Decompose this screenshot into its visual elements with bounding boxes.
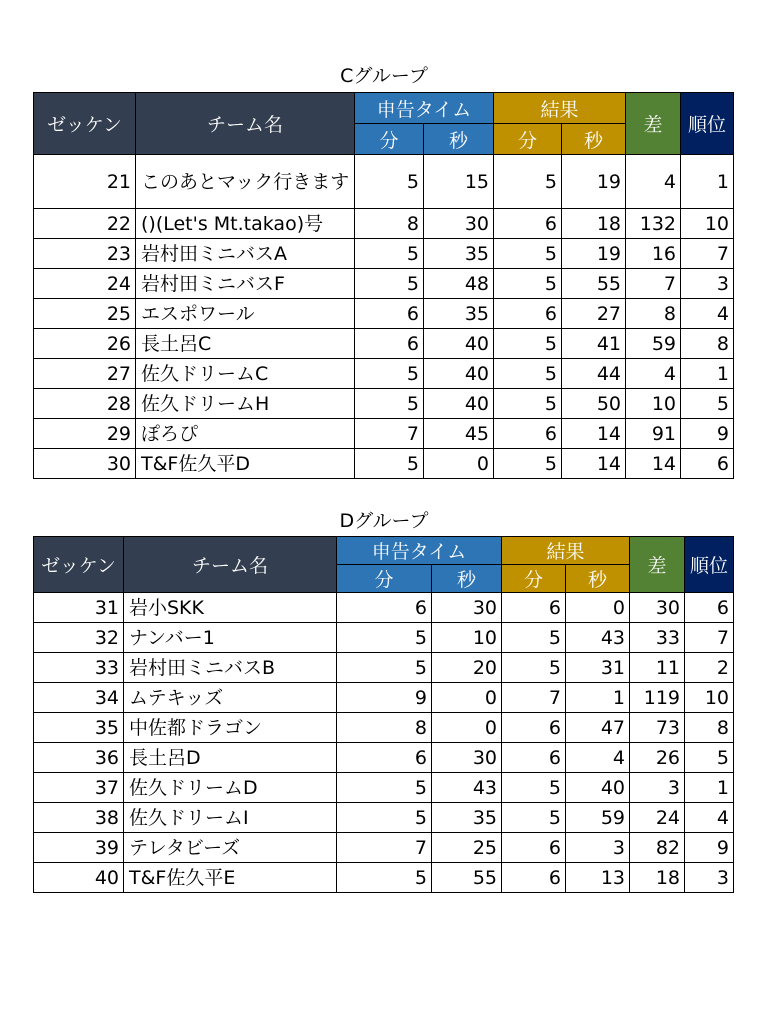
result-min: 6 xyxy=(502,743,566,773)
rank-value: 4 xyxy=(681,299,734,329)
declared-min: 5 xyxy=(337,803,432,833)
bib-number: 25 xyxy=(34,299,136,329)
team-name: 岩村田ミニバスF xyxy=(136,269,355,299)
declared-sec: 45 xyxy=(424,419,494,449)
rank-value: 1 xyxy=(681,359,734,389)
bib-number: 29 xyxy=(34,419,136,449)
diff-value: 33 xyxy=(630,623,685,653)
team-name: 岩村田ミニバスB xyxy=(124,653,337,683)
bib-number: 33 xyxy=(34,653,124,683)
declared-min: 5 xyxy=(355,269,424,299)
result-min: 6 xyxy=(502,833,566,863)
result-min: 6 xyxy=(494,419,562,449)
result-sec: 1 xyxy=(566,683,630,713)
result-min: 5 xyxy=(494,389,562,419)
declared-sec: 40 xyxy=(424,329,494,359)
result-min: 5 xyxy=(502,623,566,653)
result-min: 6 xyxy=(502,863,566,893)
bib-number: 40 xyxy=(34,863,124,893)
declared-sec: 30 xyxy=(424,209,494,239)
result-min: 5 xyxy=(502,803,566,833)
table-row xyxy=(34,653,734,683)
rank-value: 9 xyxy=(681,419,734,449)
result-sec: 31 xyxy=(566,653,630,683)
bib-number: 27 xyxy=(34,359,136,389)
table-row xyxy=(34,329,734,359)
result-sec: 59 xyxy=(566,803,630,833)
diff-value: 11 xyxy=(630,653,685,683)
rank-value: 10 xyxy=(685,683,734,713)
result-sec: 27 xyxy=(562,299,626,329)
result-min: 6 xyxy=(494,299,562,329)
header-rank: 順位 xyxy=(685,537,734,593)
declared-min: 9 xyxy=(337,683,432,713)
declared-min: 6 xyxy=(337,593,432,623)
declared-min: 5 xyxy=(337,863,432,893)
diff-value: 10 xyxy=(626,389,681,419)
header-declared-time: 申告タイム xyxy=(355,93,494,124)
header-result-min: 分 xyxy=(494,124,562,155)
team-name: ムテキッズ xyxy=(124,683,337,713)
diff-value: 14 xyxy=(626,449,681,479)
team-name: 中佐都ドラゴン xyxy=(124,713,337,743)
header-bib: ゼッケン xyxy=(34,537,124,593)
bib-number: 32 xyxy=(34,623,124,653)
declared-min: 7 xyxy=(355,419,424,449)
diff-value: 132 xyxy=(626,209,681,239)
declared-sec: 30 xyxy=(432,743,502,773)
team-name: 佐久ドリームI xyxy=(124,803,337,833)
result-sec: 55 xyxy=(562,269,626,299)
result-min: 6 xyxy=(502,713,566,743)
result-sec: 40 xyxy=(566,773,630,803)
declared-min: 5 xyxy=(355,155,424,209)
table-row xyxy=(34,803,734,833)
diff-value: 8 xyxy=(626,299,681,329)
diff-value: 73 xyxy=(630,713,685,743)
table-row xyxy=(34,833,734,863)
diff-value: 7 xyxy=(626,269,681,299)
rank-value: 10 xyxy=(681,209,734,239)
bib-number: 36 xyxy=(34,743,124,773)
diff-value: 30 xyxy=(630,593,685,623)
header-declared-min: 分 xyxy=(337,565,432,593)
team-name: ナンバー1 xyxy=(124,623,337,653)
declared-sec: 43 xyxy=(432,773,502,803)
rank-value: 2 xyxy=(685,653,734,683)
table-row xyxy=(34,269,734,299)
table-row xyxy=(34,155,734,209)
rank-value: 7 xyxy=(685,623,734,653)
bib-number: 21 xyxy=(34,155,136,209)
result-min: 5 xyxy=(494,329,562,359)
rank-value: 3 xyxy=(681,269,734,299)
declared-min: 5 xyxy=(337,623,432,653)
team-name: このあとマック行きます xyxy=(136,155,355,209)
diff-value: 18 xyxy=(630,863,685,893)
diff-value: 24 xyxy=(630,803,685,833)
result-sec: 44 xyxy=(562,359,626,389)
result-min: 5 xyxy=(494,239,562,269)
declared-min: 6 xyxy=(355,329,424,359)
result-min: 5 xyxy=(502,773,566,803)
bib-number: 31 xyxy=(34,593,124,623)
group-c-title: Cグループ xyxy=(340,65,428,87)
result-sec: 4 xyxy=(566,743,630,773)
header-diff: 差 xyxy=(630,537,685,593)
declared-sec: 35 xyxy=(424,239,494,269)
declared-sec: 30 xyxy=(432,593,502,623)
result-min: 5 xyxy=(502,653,566,683)
header-result: 結果 xyxy=(502,537,630,565)
declared-sec: 48 xyxy=(424,269,494,299)
diff-value: 119 xyxy=(630,683,685,713)
declared-min: 8 xyxy=(337,713,432,743)
declared-sec: 0 xyxy=(424,449,494,479)
bib-number: 23 xyxy=(34,239,136,269)
bib-number: 38 xyxy=(34,803,124,833)
result-min: 5 xyxy=(494,359,562,389)
group-d-table xyxy=(33,536,734,893)
rank-value: 3 xyxy=(685,863,734,893)
header-declared-sec: 秒 xyxy=(424,124,494,155)
bib-number: 35 xyxy=(34,713,124,743)
table-row xyxy=(34,449,734,479)
diff-value: 26 xyxy=(630,743,685,773)
team-name: テレタビーズ xyxy=(124,833,337,863)
declared-sec: 35 xyxy=(432,803,502,833)
declared-sec: 10 xyxy=(432,623,502,653)
result-min: 5 xyxy=(494,155,562,209)
diff-value: 4 xyxy=(626,359,681,389)
team-name: 佐久ドリームC xyxy=(136,359,355,389)
table-row xyxy=(34,419,734,449)
result-sec: 41 xyxy=(562,329,626,359)
header-team-name: チーム名 xyxy=(124,537,337,593)
result-min: 5 xyxy=(494,269,562,299)
table-row xyxy=(34,773,734,803)
result-min: 7 xyxy=(502,683,566,713)
table-row xyxy=(34,299,734,329)
table-row xyxy=(34,623,734,653)
header-declared-sec: 秒 xyxy=(432,565,502,593)
rank-value: 8 xyxy=(685,713,734,743)
group-c-table xyxy=(33,92,734,479)
team-name: ()(Let's Mt.takao)号 xyxy=(136,209,355,239)
table-row xyxy=(34,743,734,773)
declared-sec: 20 xyxy=(432,653,502,683)
header-declared-min: 分 xyxy=(355,124,424,155)
rank-value: 8 xyxy=(681,329,734,359)
header-result: 結果 xyxy=(494,93,626,124)
team-name: 岩村田ミニバスA xyxy=(136,239,355,269)
header-result-sec: 秒 xyxy=(562,124,626,155)
declared-min: 5 xyxy=(355,239,424,269)
bib-number: 22 xyxy=(34,209,136,239)
result-min: 6 xyxy=(502,593,566,623)
diff-value: 59 xyxy=(626,329,681,359)
diff-value: 16 xyxy=(626,239,681,269)
result-sec: 14 xyxy=(562,419,626,449)
table-row xyxy=(34,359,734,389)
bib-number: 26 xyxy=(34,329,136,359)
team-name: ぽろぴ xyxy=(136,419,355,449)
bib-number: 30 xyxy=(34,449,136,479)
result-sec: 43 xyxy=(566,623,630,653)
result-min: 5 xyxy=(494,449,562,479)
table-row xyxy=(34,239,734,269)
result-sec: 13 xyxy=(566,863,630,893)
team-name: 佐久ドリームH xyxy=(136,389,355,419)
team-name: 長土呂D xyxy=(124,743,337,773)
table-row xyxy=(34,593,734,623)
result-sec: 0 xyxy=(566,593,630,623)
bib-number: 37 xyxy=(34,773,124,803)
header-bib: ゼッケン xyxy=(34,93,136,155)
rank-value: 7 xyxy=(681,239,734,269)
rank-value: 4 xyxy=(685,803,734,833)
table-row xyxy=(34,389,734,419)
header-diff: 差 xyxy=(626,93,681,155)
result-sec: 19 xyxy=(562,155,626,209)
team-name: T&F佐久平D xyxy=(136,449,355,479)
header-team-name: チーム名 xyxy=(136,93,355,155)
declared-min: 5 xyxy=(337,773,432,803)
header-rank: 順位 xyxy=(681,93,734,155)
result-sec: 18 xyxy=(562,209,626,239)
declared-sec: 15 xyxy=(424,155,494,209)
result-sec: 14 xyxy=(562,449,626,479)
rank-value: 6 xyxy=(685,593,734,623)
team-name: 岩小SKK xyxy=(124,593,337,623)
bib-number: 28 xyxy=(34,389,136,419)
result-sec: 19 xyxy=(562,239,626,269)
declared-min: 5 xyxy=(355,449,424,479)
table-row xyxy=(34,209,734,239)
declared-sec: 40 xyxy=(424,359,494,389)
declared-min: 7 xyxy=(337,833,432,863)
table-row xyxy=(34,683,734,713)
declared-sec: 0 xyxy=(432,713,502,743)
team-name: エスポワール xyxy=(136,299,355,329)
bib-number: 34 xyxy=(34,683,124,713)
declared-sec: 40 xyxy=(424,389,494,419)
rank-value: 6 xyxy=(681,449,734,479)
declared-sec: 55 xyxy=(432,863,502,893)
table-row xyxy=(34,863,734,893)
diff-value: 3 xyxy=(630,773,685,803)
header-result-sec: 秒 xyxy=(566,565,630,593)
header-result-min: 分 xyxy=(502,565,566,593)
declared-min: 5 xyxy=(355,359,424,389)
rank-value: 1 xyxy=(685,773,734,803)
rank-value: 1 xyxy=(681,155,734,209)
team-name: 長土呂C xyxy=(136,329,355,359)
declared-sec: 0 xyxy=(432,683,502,713)
team-name: T&F佐久平E xyxy=(124,863,337,893)
declared-min: 8 xyxy=(355,209,424,239)
rank-value: 5 xyxy=(681,389,734,419)
header-declared-time: 申告タイム xyxy=(337,537,502,565)
declared-min: 6 xyxy=(337,743,432,773)
group-d-title: Dグループ xyxy=(339,510,429,532)
declared-sec: 25 xyxy=(432,833,502,863)
result-sec: 47 xyxy=(566,713,630,743)
declared-min: 5 xyxy=(355,389,424,419)
declared-sec: 35 xyxy=(424,299,494,329)
declared-min: 6 xyxy=(355,299,424,329)
diff-value: 91 xyxy=(626,419,681,449)
declared-min: 5 xyxy=(337,653,432,683)
bib-number: 24 xyxy=(34,269,136,299)
result-sec: 3 xyxy=(566,833,630,863)
diff-value: 82 xyxy=(630,833,685,863)
diff-value: 4 xyxy=(626,155,681,209)
team-name: 佐久ドリームD xyxy=(124,773,337,803)
rank-value: 9 xyxy=(685,833,734,863)
table-row xyxy=(34,713,734,743)
result-sec: 50 xyxy=(562,389,626,419)
bib-number: 39 xyxy=(34,833,124,863)
rank-value: 5 xyxy=(685,743,734,773)
result-min: 6 xyxy=(494,209,562,239)
